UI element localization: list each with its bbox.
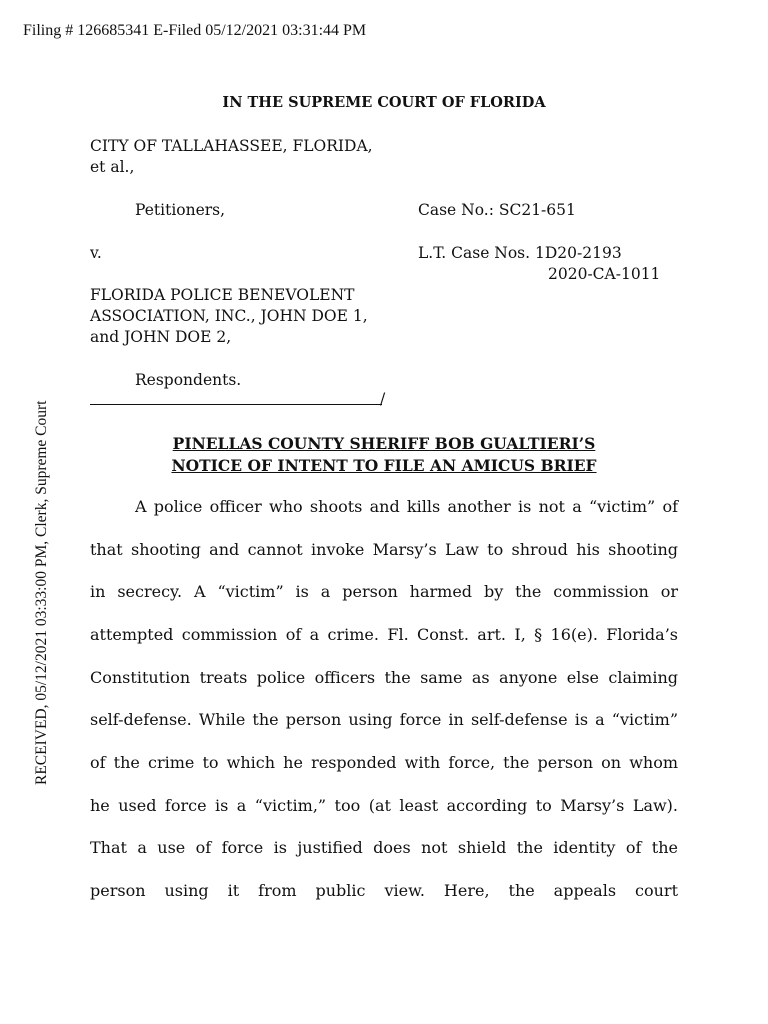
respondent-name-line3: and JOHN DOE 2, xyxy=(90,328,232,346)
body-line: of the crime to which he responded with force, the person on whom xyxy=(90,753,678,772)
body-line: that shooting and cannot invoke Marsy’s Law to shroud his shooting xyxy=(90,540,678,559)
body-line: A police officer who shoots and kills another is not a “victim” of xyxy=(135,497,678,516)
respondent-name-line2: ASSOCIATION, INC., JOHN DOE 1, xyxy=(90,307,368,325)
body-line: self-defense. While the person using force in self-defense is a “victim” xyxy=(90,710,678,729)
versus-label: v. xyxy=(90,244,102,262)
body-line: in secrecy. A “victim” is a person harmed by the commission or xyxy=(90,582,678,601)
notice-title-line2: NOTICE OF INTENT TO FILE AN AMICUS BRIEF xyxy=(171,456,597,475)
body-line: attempted commission of a crime. Fl. Const. art. I, § 16(e). Florida’s xyxy=(90,625,678,644)
lt-case-numbers-line2: 2020-CA-1011 xyxy=(548,265,661,283)
filing-header: Filing # 126685341 E-Filed 05/12/2021 03:31:44 PM xyxy=(23,22,367,39)
respondent-role: Respondents. xyxy=(135,371,242,389)
body-line: Constitution treats police officers the same as anyone else claiming xyxy=(90,668,678,687)
received-stamp: RECEIVED, 05/12/2021 03:33:00 PM, Clerk, Supreme Court xyxy=(33,400,50,785)
respondent-name-line1: FLORIDA POLICE BENEVOLENT xyxy=(90,286,355,304)
petitioner-role: Petitioners, xyxy=(135,201,226,219)
body-line: he used force is a “victim,” too (at least according to Marsy’s Law). xyxy=(90,796,678,815)
body-line: That a use of force is justified does not shield the identity of the xyxy=(90,838,678,857)
caption-divider xyxy=(90,404,382,405)
case-number: Case No.: SC21-651 xyxy=(418,201,576,219)
body-line: person using it from public view. Here, the appeals court xyxy=(90,881,678,900)
lt-case-numbers-line1: L.T. Case Nos. 1D20-2193 xyxy=(418,244,622,262)
court-title: IN THE SUPREME COURT OF FLORIDA xyxy=(222,94,546,111)
notice-title-line1: PINELLAS COUNTY SHERIFF BOB GUALTIERI’S xyxy=(172,434,596,453)
caption-end-slash: / xyxy=(380,390,386,408)
petitioner-name-line1: CITY OF TALLAHASSEE, FLORIDA, xyxy=(90,137,373,155)
petitioner-name-line2: et al., xyxy=(90,158,135,176)
